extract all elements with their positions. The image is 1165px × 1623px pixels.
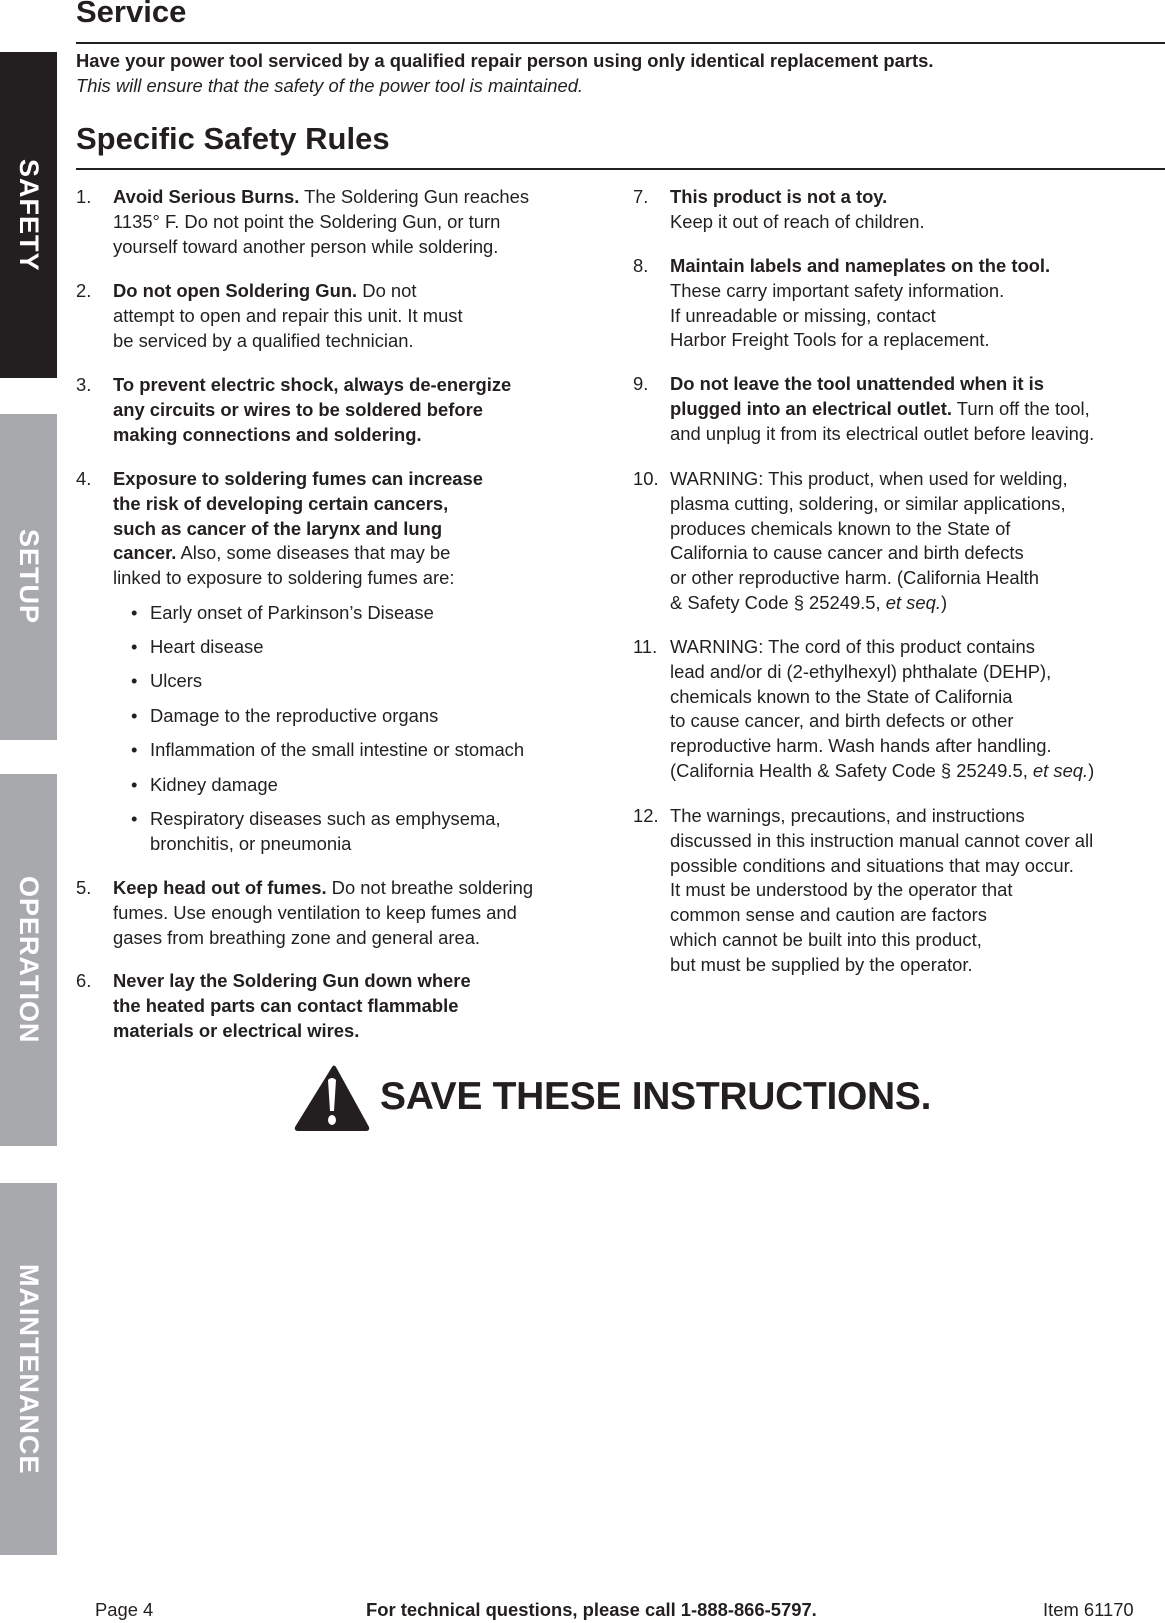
rules-heading: Specific Safety Rules — [76, 121, 390, 156]
rule-bold-text: Do not leave the tool unattended when it is plugged into an electrical outlet. — [670, 373, 1044, 419]
rule-bold-text: Exposure to soldering fumes can increase the risk of developing certain cancers, such as cancer of the larynx and lung cancer. — [113, 468, 483, 564]
rule-italic-text: et seq. — [1032, 759, 1089, 781]
tab-label: MAINTENANCE — [14, 1263, 44, 1475]
bullet-icon: • — [131, 636, 138, 657]
rule-bold-text: To prevent electric shock, always de-energize any circuits or wires to be soldered before making connections and soldering. — [113, 374, 512, 445]
rule-text — [670, 635, 1165, 784]
disease-list-item: Respiratory diseases such as emphysema, bronchitis, or pneumonia — [150, 808, 501, 854]
rule-italic-text: et seq. — [885, 591, 941, 613]
rule-bold-text: This product is not a toy. — [670, 186, 888, 207]
rule-text — [113, 969, 613, 1043]
rule-number: 8. — [633, 255, 649, 276]
item-number: Item 61170 — [1043, 1599, 1134, 1620]
rule-body-text: These carry important safety information. If unreadable or missing, contact Harbor Freight Tools for a replacement. — [670, 279, 1005, 351]
service-italic-text: This will ensure that the safety of the power tool is maintained. — [76, 75, 584, 96]
rule-bold-text: Maintain labels and nameplates on the tool. — [670, 255, 1051, 276]
rule-body-text: Turn off the tool, and unplug it from its electrical outlet before leaving. — [670, 397, 1095, 444]
rule-body-text: ) — [940, 591, 948, 613]
disease-list-item: Inflammation of the small intestine or stomach — [150, 739, 525, 760]
service-heading: Service — [76, 0, 187, 29]
rule-text — [670, 254, 1165, 353]
rule-text — [670, 185, 1165, 235]
bullet-icon: • — [131, 602, 138, 623]
bullet-icon: • — [131, 705, 138, 726]
rule-text — [113, 279, 613, 353]
tab-label: SAFETY — [14, 158, 44, 272]
disease-list-item: Damage to the reproductive organs — [150, 705, 439, 726]
rule-body-text: ) — [1088, 759, 1095, 781]
rule-number: 4. — [76, 468, 92, 489]
bullet-icon: • — [131, 670, 138, 691]
rule-number: 10. — [633, 468, 659, 489]
rule-body-text: Also, some diseases that may be linked to exposure to soldering fumes are: — [113, 542, 455, 589]
rule-number: 7. — [633, 186, 649, 207]
rule-bold-text: Keep head out of fumes. — [113, 877, 327, 898]
page-number: Page 4 — [95, 1599, 154, 1620]
tab-operation[interactable] — [0, 774, 57, 1146]
service-bold-text: Have your power tool serviced by a qualified repair person using only identical replacement parts. — [76, 50, 934, 71]
rule-bold-text: Avoid Serious Burns. — [113, 186, 300, 207]
rule-body-text: The warnings, precautions, and instructions discussed in this instruction manual cannot cover all possible conditions and situations that may occur. It must be understood by the operator that common sense and caution are factors which cannot be built into this product, but must be supplied by the operator. — [670, 805, 1094, 975]
rule-bold-text: Do not open Soldering Gun. — [113, 280, 358, 301]
warning-triangle-icon — [293, 1064, 371, 1132]
rule-number: 9. — [633, 373, 649, 394]
rule-number: 3. — [76, 374, 92, 395]
disease-list-item: Early onset of Parkinson’s Disease — [150, 602, 434, 623]
rule-body-text: The Soldering Gun reaches 1135° F. Do not point the Soldering Gun, or turn yourself toward another person while soldering. — [113, 186, 530, 257]
save-instructions-heading: SAVE THESE INSTRUCTIONS. — [380, 1075, 932, 1118]
rule-text — [670, 372, 1165, 446]
rule-body-text: WARNING: This product, when used for welding, plasma cutting, soldering, or similar applications, produces chemicals known to the State of California to cause cancer and birth defects or other reproductive harm. (California Health & Safety Code § 25249.5, — [670, 468, 1068, 613]
service-rule — [76, 42, 1165, 44]
bullet-icon: • — [131, 774, 138, 795]
rule-bold-text: Never lay the Soldering Gun down where the heated parts can contact flammable materials or electrical wires. — [113, 970, 471, 1041]
rule-number: 5. — [76, 877, 92, 898]
rule-number: 6. — [76, 970, 92, 991]
rule-number: 1. — [76, 186, 92, 207]
bullet-icon: • — [131, 808, 138, 829]
rule-number: 2. — [76, 280, 92, 301]
rule-text — [670, 804, 1165, 978]
disease-list-item: Kidney damage — [150, 774, 278, 795]
disease-list-item: Heart disease — [150, 636, 264, 657]
rule-text — [670, 467, 1165, 616]
rule-body-text: WARNING: The cord of this product contains lead and/or di (2-ethylhexyl) phthalate (DEHP), chemicals known to the State of California to cause cancer, and birth defects or other reproductive harm. Wash hands after handling. (California Health & Safety Code § 25249.5, — [670, 636, 1052, 781]
tab-label: SETUP — [14, 529, 44, 625]
tech-support-line: For technical questions, please call 1-888-866-5797. — [366, 1599, 817, 1620]
rule-number: 11. — [633, 636, 658, 657]
rule-body-text: Do not breathe soldering fumes. Use enough ventilation to keep fumes and gases from breathing zone and general area. — [113, 877, 534, 948]
rule-text — [113, 467, 613, 591]
rule-body-text: Do not attempt to open and repair this unit. It must be serviced by a qualified technician. — [113, 280, 463, 351]
tab-maintenance[interactable] — [0, 1183, 57, 1555]
tab-safety[interactable] — [0, 52, 57, 378]
tab-label: OPERATION — [14, 876, 44, 1044]
rules-rule — [76, 168, 1165, 170]
rule-number: 12. — [633, 805, 659, 826]
rule-text — [113, 373, 613, 447]
rule-text — [113, 876, 613, 950]
rule-text — [113, 185, 613, 259]
tab-setup[interactable] — [0, 414, 57, 740]
bullet-icon: • — [131, 739, 138, 760]
disease-list-item: Ulcers — [150, 670, 203, 691]
rule-body-text: Keep it out of reach of children. — [670, 210, 925, 232]
